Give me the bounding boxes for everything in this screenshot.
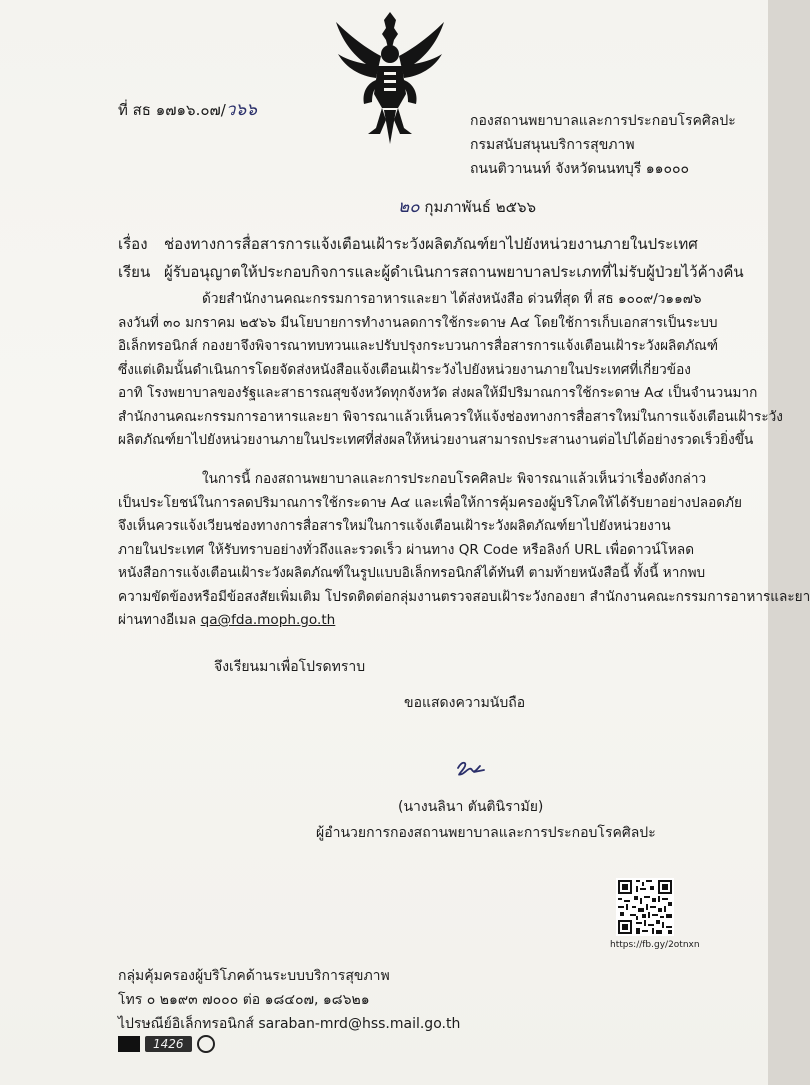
footer-line-3: ไปรษณีย์อิเล็กทรอนิกส์ saraban-mrd@hss.mail.go.th bbox=[118, 1016, 461, 1032]
org-line-2: กรมสนับสนุนบริการสุขภาพ bbox=[470, 137, 635, 153]
paragraph-line: ในการนี้ กองสถานพยาบาลและการประกอบโรคศิลปะ พิจารณาแล้วเห็นว่าเรื่องดังกล่าว bbox=[202, 471, 707, 487]
body-paragraph-2 bbox=[118, 468, 810, 633]
paragraph-line: ซึ่งแต่เดิมนั้นดำเนินการโดยจัดส่งหนังสือแจ้งเตือนเฝ้าระวังไปยังหน่วยงานภายในประเทศที่เกี่ยวข้อง bbox=[118, 361, 691, 378]
body-paragraph-1 bbox=[118, 288, 783, 453]
paragraph-line: สำนักงานคณะกรรมการอาหารและยา พิจารณาแล้วเห็นควรให้แจ้งช่องทางการสื่อสารใหม่ในการแจ้งเตือนเฝ้าระวัง bbox=[118, 408, 783, 425]
footer-line-2: โทร ๐ ๒๑๙๓ ๗๐๐๐ ต่อ ๑๘๔๐๗, ๑๘๖๒๑ bbox=[118, 992, 370, 1008]
paragraph-line: ลงวันที่ ๓๐ มกราคม ๒๕๖๖ มีนโยบายการทำงานลดการใช้กระดาษ A๔ โดยใช้การเก็บเอกสารเป็นระบบ bbox=[118, 314, 718, 331]
recipient-label: เรียน bbox=[118, 263, 151, 281]
receipt-stamp bbox=[118, 1035, 215, 1053]
email-line bbox=[118, 609, 698, 633]
recipient-line bbox=[118, 260, 744, 284]
qr-code-icon[interactable] bbox=[616, 878, 674, 936]
org-line-1: กองสถานพยาบาลและการประกอบโรคศิลปะ bbox=[470, 113, 736, 129]
paragraph-line: ความขัดข้องหรือมีข้อสงสัยเพิ่มเติม โปรดติดต่อกลุ่มงานตรวจสอบเฝ้าระวังกองยา สำนักงานคณะกรรมการอาหารและยา bbox=[118, 588, 810, 605]
signer-name: (นางนลินา ตันตินิรามัย) bbox=[398, 799, 544, 815]
date-day-handwritten: ๒๐ bbox=[398, 197, 420, 217]
org-line-3: ถนนติวานนท์ จังหวัดนนทบุรี ๑๑๐๐๐ bbox=[470, 161, 690, 177]
signer-position: ผู้อำนวยการกองสถานพยาบาลและการประกอบโรคศิลปะ bbox=[316, 825, 656, 841]
circle-mark-icon bbox=[197, 1035, 215, 1053]
email-prefix: ผ่านทางอีเมล bbox=[118, 612, 197, 628]
reference-prefix: ที่ สธ ๑๗๑๖.๐๗/ bbox=[118, 101, 226, 119]
letter-date bbox=[398, 193, 536, 220]
closing-request: จึงเรียนมาเพื่อโปรดทราบ bbox=[214, 659, 366, 675]
signature-icon bbox=[452, 758, 492, 780]
paragraph-line: เป็นประโยชน์ในการลดปริมาณการใช้กระดาษ A๔ และเพื่อให้การคุ้มครองผู้บริโภคให้ได้รับยาอย่างปลอดภัย bbox=[118, 494, 742, 511]
reference-handwritten: ว๖๖ bbox=[225, 100, 257, 120]
closing-respect: ขอแสดงความนับถือ bbox=[404, 695, 526, 711]
paragraph-line: อิเล็กทรอนิกส์ กองยาจึงพิจารณาทบทวนและปรับปรุงกระบวนการสื่อสารการแจ้งเตือนเฝ้าระวังผลิตภัณฑ์ bbox=[118, 338, 719, 354]
qr-caption: https://fb.gy/2otnxn bbox=[610, 940, 700, 950]
paragraph-line: ผลิตภัณฑ์ยาไปยังหน่วยงานภายในประเทศที่ส่งผลให้หน่วยงานสามารถประสานงานต่อไปได้อย่างรวดเร็วยิ่งขึ้น bbox=[118, 432, 754, 448]
stamp-number: 1426 bbox=[145, 1036, 192, 1052]
subject-text: ช่องทางการสื่อสารการแจ้งเตือนเฝ้าระวังผลิตภัณฑ์ยาไปยังหน่วยงานภายในประเทศ bbox=[164, 235, 698, 253]
paragraph-line: จึงเห็นควรแจ้งเวียนช่องทางการสื่อสารใหม่ในการแจ้งเตือนเฝ้าระวังผลิตภัณฑ์ยาไปยังหน่วยงาน bbox=[118, 518, 671, 534]
email-link[interactable]: qa@fda.moph.go.th bbox=[200, 612, 336, 628]
reference-number bbox=[118, 96, 257, 123]
paragraph-line: อาทิ โรงพยาบาลของรัฐและสาธารณสุขจังหวัดทุกจังหวัด ส่งผลให้มีปริมาณการใช้กระดาษ A๔ เป็นจำนวนมาก bbox=[118, 385, 758, 401]
barcode-icon bbox=[118, 1036, 140, 1052]
subject-label: เรื่อง bbox=[118, 235, 148, 253]
recipient-text: ผู้รับอนุญาตให้ประกอบกิจการและผู้ดำเนินการสถานพยาบาลประเภทที่ไม่รับผู้ป่วยไว้ค้างคืน bbox=[164, 263, 744, 281]
garuda-emblem-icon bbox=[332, 10, 448, 148]
footer-line-1: กลุ่มคุ้มครองผู้บริโภคด้านระบบบริการสุขภาพ bbox=[118, 968, 390, 984]
paragraph-line: ด้วยสำนักงานคณะกรรมการอาหารและยา ได้ส่งหนังสือ ด่วนที่สุด ที่ สธ ๑๐๐๙/ว๑๑๗๖ bbox=[202, 291, 702, 307]
paragraph-line: ภายในประเทศ ให้รับทราบอย่างทั่วถึงและรวดเร็ว ผ่านทาง QR Code หรือลิงก์ URL เพื่อดาวน์โหลด bbox=[118, 541, 695, 558]
paragraph-line: หนังสือการแจ้งเตือนเฝ้าระวังผลิตภัณฑ์ในรูปแบบอิเล็กทรอนิกส์ได้ทันที ตามท้ายหนังสือนี้ ทั้งนี้ หากพบ bbox=[118, 565, 706, 581]
date-month-year: กุมภาพันธ์ ๒๕๖๖ bbox=[424, 198, 537, 216]
subject-line bbox=[118, 232, 698, 256]
